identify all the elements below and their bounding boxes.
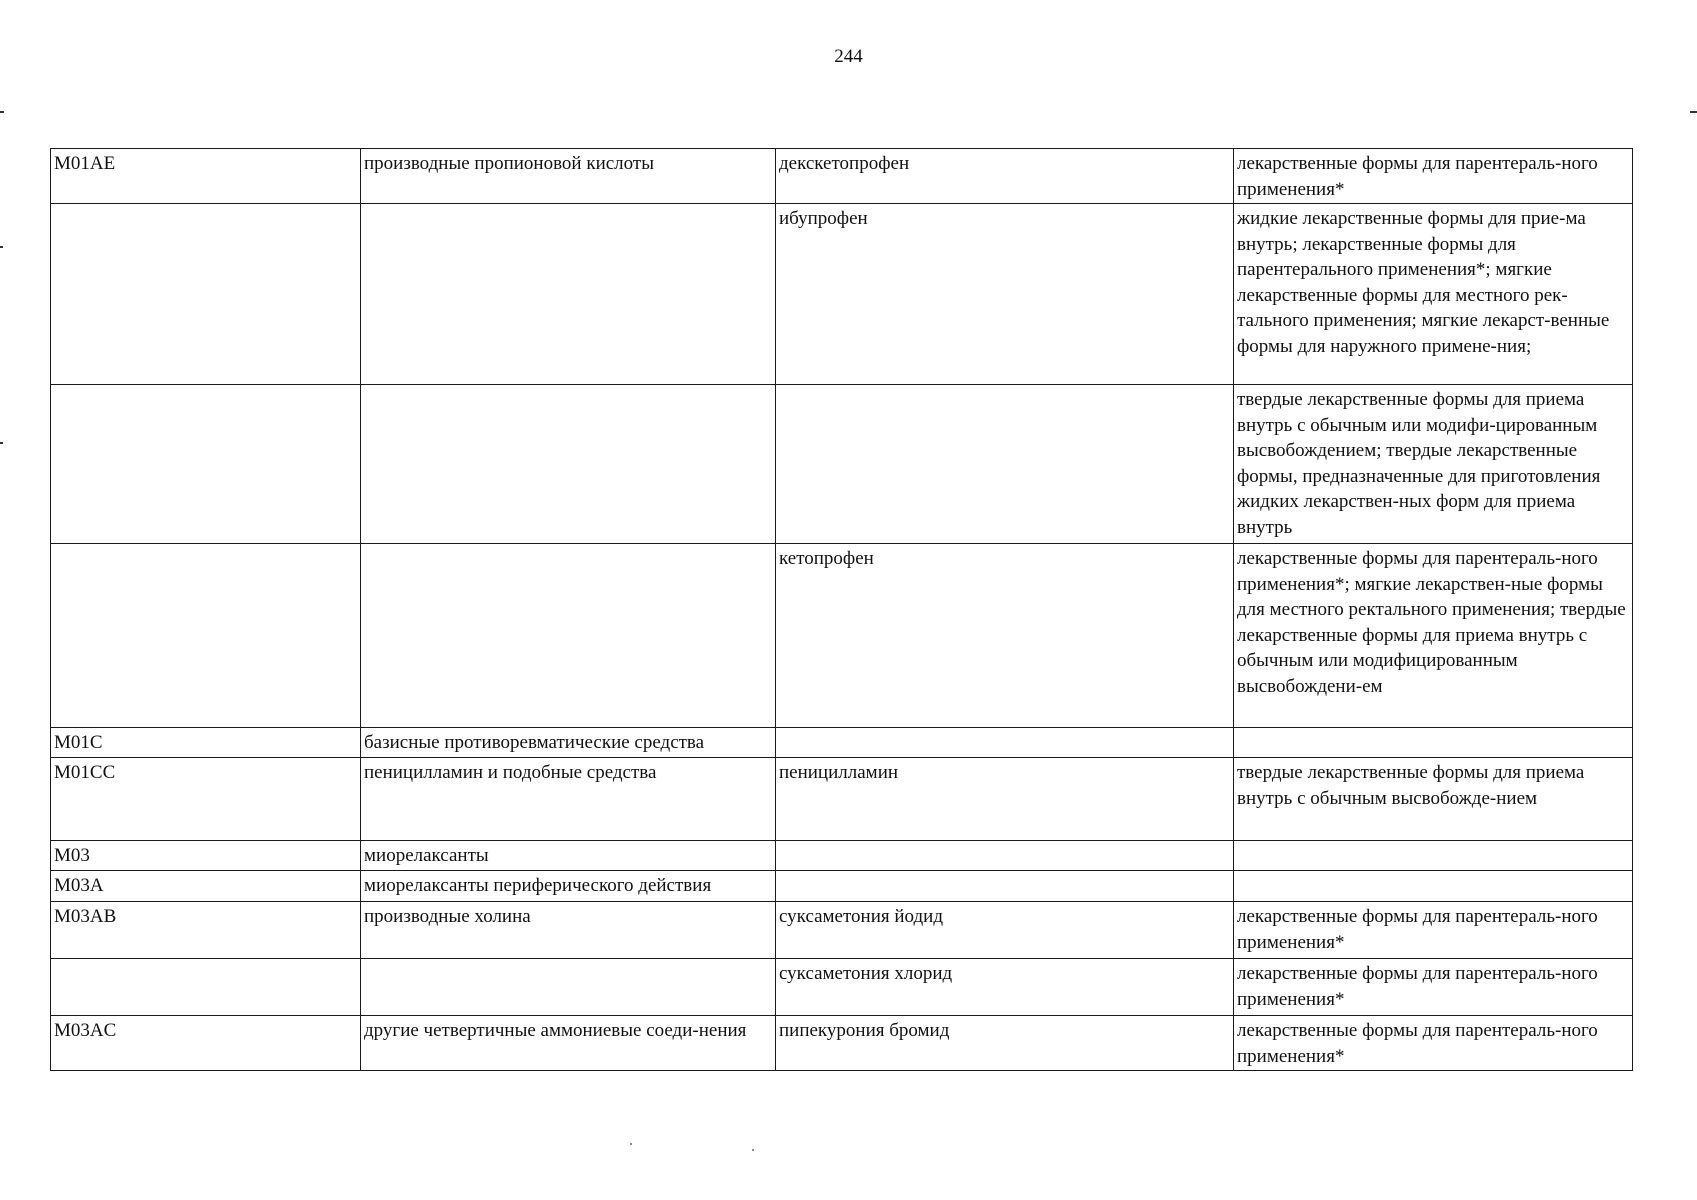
drug-name-cell: ибупрофен (776, 204, 1234, 385)
group-cell (361, 385, 776, 544)
dosage-forms-cell (1234, 871, 1633, 902)
group-cell: миорелаксанты периферического действия (361, 871, 776, 902)
group-cell: пеницилламин и подобные средства (361, 758, 776, 841)
dosage-forms-cell (1234, 728, 1633, 758)
table-row (51, 871, 1633, 902)
drug-name-cell: суксаметония хлорид (776, 959, 1234, 1016)
table-row (51, 204, 1633, 385)
dosage-forms-cell: лекарственные формы для парентераль-ного применения* (1234, 1016, 1633, 1071)
drug-name-cell: суксаметония йодид (776, 902, 1234, 959)
table-row (51, 758, 1633, 841)
scan-edge-mark (0, 246, 3, 248)
table-row (51, 544, 1633, 728)
drug-name-cell: пеницилламин (776, 758, 1234, 841)
group-cell (361, 204, 776, 385)
dosage-forms-cell: лекарственные формы для парентераль-ного применения* (1234, 959, 1633, 1016)
dosage-forms-cell: лекарственные формы для парентераль-ного применения*; мягкие лекарствен-ные формы для местного ректального применения; твердые лекарственные формы для приема внутрь с обычным или модифицированным высвобождени-ем (1234, 544, 1633, 728)
drug-name-cell (776, 385, 1234, 544)
group-cell: миорелаксанты (361, 841, 776, 871)
drug-name-cell: пипекурония бромид (776, 1016, 1234, 1071)
atc-code-cell (51, 544, 361, 728)
group-cell (361, 544, 776, 728)
atc-code-cell: M01CC (51, 758, 361, 841)
atc-code-cell (51, 385, 361, 544)
dosage-forms-cell: лекарственные формы для парентераль-ного применения* (1234, 902, 1633, 959)
group-cell: базисные противоревматические средства (361, 728, 776, 758)
atc-code-cell: M01C (51, 728, 361, 758)
page-number: 244 (834, 46, 863, 67)
dosage-forms-cell: лекарственные формы для парентераль-ного применения* (1234, 149, 1633, 204)
drug-name-cell (776, 871, 1234, 902)
atc-code-cell: M01AE (51, 149, 361, 204)
dosage-forms-cell: жидкие лекарственные формы для прие-ма внутрь; лекарственные формы для парентерального применения*; мягкие лекарственные формы для местного рек-тального применения; мягкие лекарст-венные формы для наружного примене-ния; (1234, 204, 1633, 385)
drug-name-cell (776, 728, 1234, 758)
group-cell (361, 959, 776, 1016)
scan-edge-mark (1690, 111, 1697, 113)
atc-code-cell (51, 204, 361, 385)
atc-code-cell: M03 (51, 841, 361, 871)
table-row (51, 841, 1633, 871)
table-row (51, 385, 1633, 544)
scan-edge-mark (0, 111, 4, 113)
scan-edge-mark (0, 442, 3, 444)
table-row (51, 902, 1633, 959)
scan-speck (752, 1149, 754, 1151)
group-cell: производные холина (361, 902, 776, 959)
dosage-forms-cell (1234, 841, 1633, 871)
group-cell: производные пропионовой кислоты (361, 149, 776, 204)
table-row (51, 149, 1633, 204)
atc-code-cell (51, 959, 361, 1016)
table-row (51, 959, 1633, 1016)
atc-code-cell: M03AB (51, 902, 361, 959)
drug-name-cell: кетопрофен (776, 544, 1234, 728)
dosage-forms-cell: твердые лекарственные формы для приема внутрь с обычным высвобожде-нием (1234, 758, 1633, 841)
atc-code-cell: M03A (51, 871, 361, 902)
table-row (51, 728, 1633, 758)
group-cell: другие четвертичные аммониевые соеди-нения (361, 1016, 776, 1071)
drug-table (50, 148, 1633, 1071)
table-row (51, 1016, 1633, 1071)
atc-code-cell: M03AC (51, 1016, 361, 1071)
dosage-forms-cell: твердые лекарственные формы для приема внутрь с обычным или модифи-цированным высвобождением; твердые лекарственные формы, предназначенные для приготовления жидких лекарствен-ных форм для приема внутрь (1234, 385, 1633, 544)
drug-name-cell: декскетопрофен (776, 149, 1234, 204)
drug-name-cell (776, 841, 1234, 871)
scan-speck (630, 1143, 632, 1145)
